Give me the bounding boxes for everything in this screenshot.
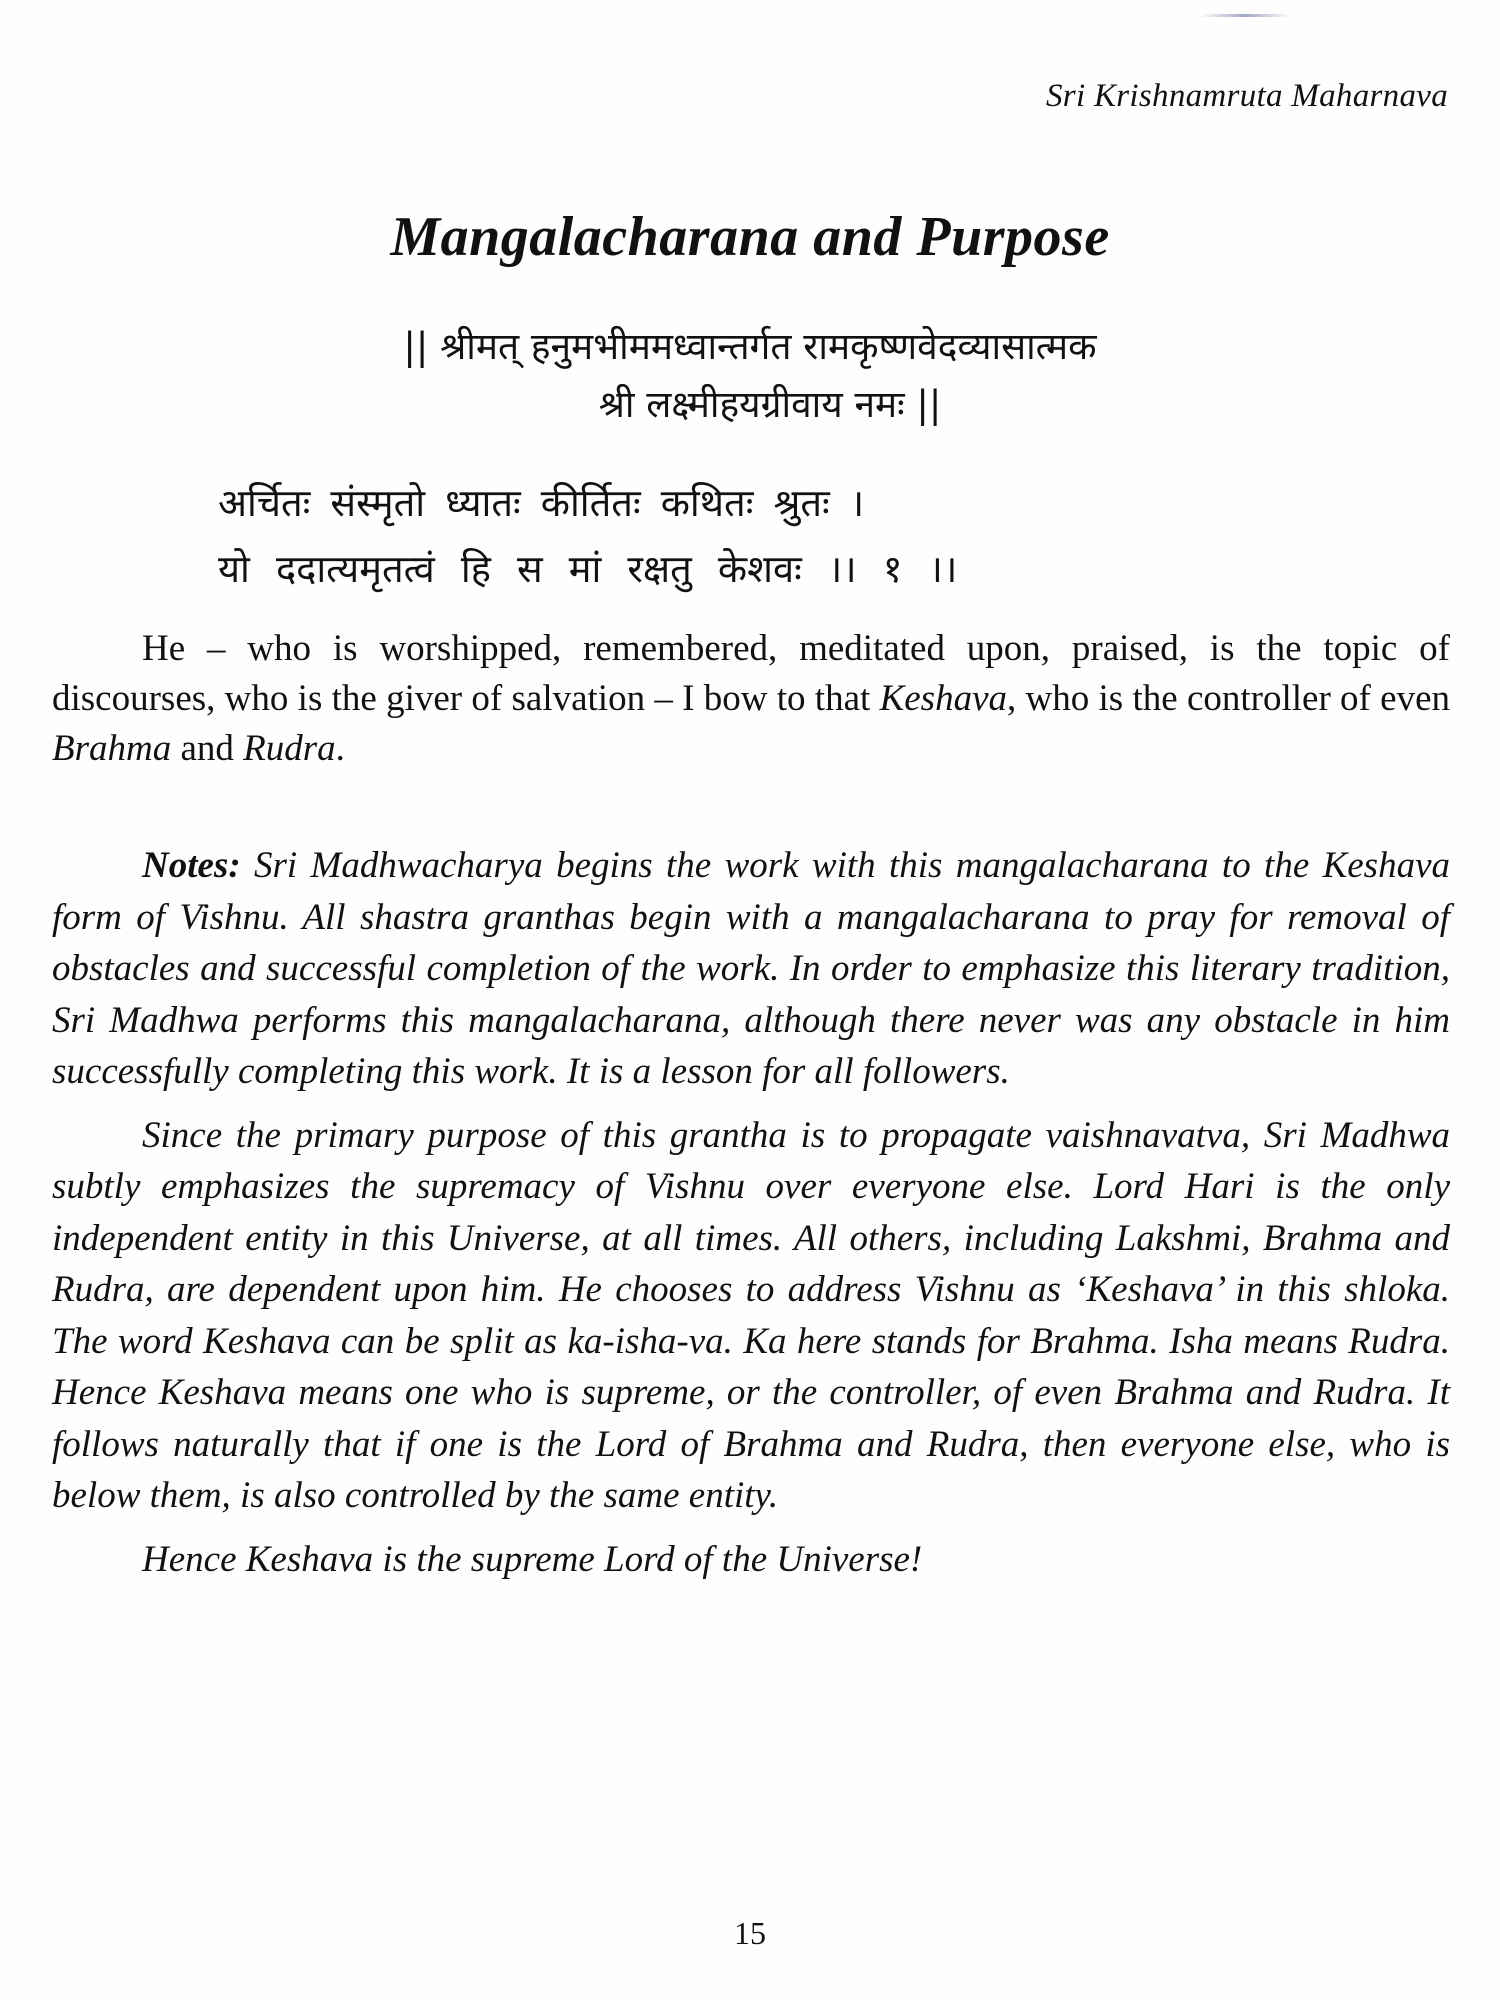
notes-label: Notes: <box>142 845 241 886</box>
translation-rudra: Rudra <box>243 728 336 769</box>
notes-section <box>52 840 1450 1597</box>
sanskrit-invocation <box>0 318 1500 434</box>
shloka-line-1: अर्चितः संस्मृतो ध्यातः कीर्तितः कथितः श्रुतः । <box>218 481 865 525</box>
chapter-title: Mangalacharana and Purpose <box>390 206 1110 268</box>
translation-text-1: He – who is worshipped, remembered, meditated upon, praised, is the topic of discourses, who is the giver of salvation – I bow to that <box>52 628 1450 719</box>
shloka-translation <box>52 624 1450 774</box>
notes-paragraph-2: Since the primary purpose of this grantha is to propagate vaishnavatva, Sri Madhwa subtly emphasizes the supremacy of Vishnu over everyone else. Lord Hari is the only independent entity in this Universe, at all times. All others, including Lakshmi, Brahma and Rudra, are dependent upon him. He chooses to address Vishnu as ‘Keshava’ in this shloka. The word Keshava can be split as ka-isha-va. Ka here stands for Brahma. Isha means Rudra. Hence Keshava means one who is supreme, or the controller, of even Brahma and Rudra. It follows naturally that if one is the Lord of Brahma and Rudra, then everyone else, who is below them, is also controlled by the same entity. <box>52 1114 1450 1516</box>
page-number: 15 <box>734 1915 766 1951</box>
invocation-line-2: श्री लक्ष्मीहयग्रीवाय नमः || <box>598 383 942 426</box>
notes-paragraph-1-text: Sri Madhwacharya begins the work with this mangalacharana to the Keshava form of Vishnu. All shastra granthas begin with a mangalacharana to pray for removal of obstacles and successful completion of the work. In order to emphasize this literary tradition, Sri Madhwa performs this mangalacharana, although there never was any obstacle in him successfully completing this work. It is a lesson for all followers. <box>52 845 1451 1092</box>
translation-brahma: Brahma <box>52 728 172 769</box>
scan-smudge <box>1200 14 1290 17</box>
shloka-line-2: यो ददात्यमृतत्वं हि स मां रक्षतु केशवः ।। १ ।। <box>218 547 958 591</box>
translation-text-4: . <box>335 728 345 769</box>
notes-paragraph-3: Hence Keshava is the supreme Lord of the Universe! <box>142 1538 923 1580</box>
translation-text-2: , who is the controller of even <box>1007 678 1451 719</box>
sanskrit-shloka <box>218 470 1338 602</box>
translation-keshava: Keshava <box>879 678 1007 719</box>
translation-text-3: and <box>171 728 244 769</box>
notes-paragraph-1 <box>52 840 1450 1098</box>
running-header-title: Sri Krishnamruta Maharnava <box>1046 78 1448 114</box>
invocation-line-1: || श्रीमत् हनुमभीममध्वान्तर्गत रामकृष्णवेदव्यासात्मक <box>403 325 1097 368</box>
